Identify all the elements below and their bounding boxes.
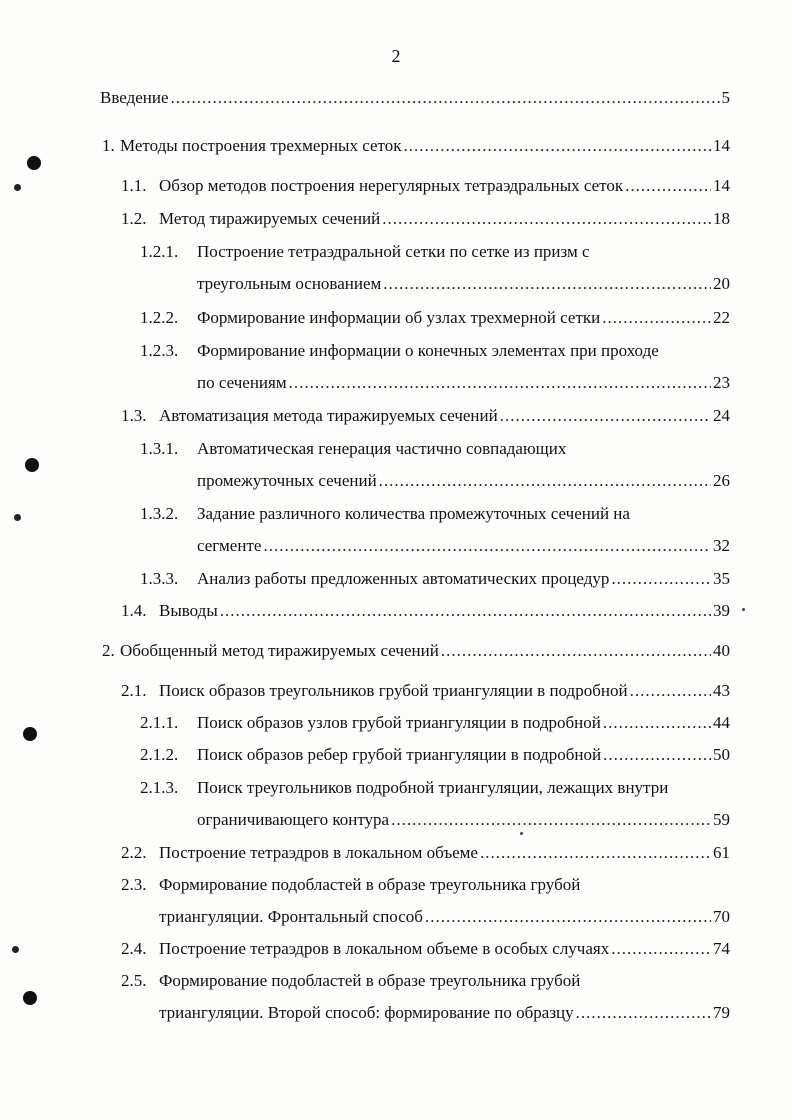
toc-entry-2-4[interactable] [121, 938, 730, 960]
toc-title: Метод тиражируемых сечений [159, 209, 381, 228]
toc-leader [603, 712, 711, 734]
toc-entry-1-2-3-line2[interactable] [197, 372, 730, 394]
toc-page: 18 [713, 209, 730, 228]
toc-leader [480, 842, 711, 864]
toc-entry-1-4[interactable] [121, 600, 730, 622]
toc-entry-2-1-1[interactable] [140, 712, 730, 734]
toc-title: Обобщенный метод тиражируемых сечений [120, 641, 439, 660]
toc-title: Формирование информации об узлах трехмерной сетки [197, 308, 601, 327]
toc-title: Поиск образов треугольников грубой триангуляции в подробной [159, 681, 628, 700]
toc-leader [576, 1002, 711, 1024]
scan-dot-2 [520, 832, 523, 835]
toc-leader [625, 175, 711, 197]
toc-entry-2-3-line1[interactable] [121, 874, 580, 896]
page-number: 2 [391, 46, 401, 66]
scan-speck-1 [14, 184, 21, 191]
punch-hole-3 [23, 727, 37, 741]
scan-dot-1 [742, 608, 745, 611]
toc-page: 44 [713, 713, 730, 732]
toc-entry-1-2-1-line1[interactable] [140, 241, 590, 263]
toc-title: Построение тетраэдров в локальном объеме в особых случаях [159, 939, 610, 958]
toc-leader [603, 744, 711, 766]
toc-page: 70 [713, 907, 730, 926]
toc-number: 2.1. [121, 681, 147, 700]
toc-title: Выводы [159, 601, 218, 620]
toc-entry-1-2[interactable] [121, 208, 730, 230]
toc-number: 2.2. [121, 843, 147, 862]
toc-number: 1.2.1. [140, 242, 179, 261]
toc-title: Построение тетраэдров в локальном объеме [159, 843, 478, 862]
toc-title: Формирование подобластей в образе треугольника грубой [159, 971, 581, 990]
toc-leader [171, 87, 720, 109]
toc-title: триангуляции. Фронтальный способ [159, 907, 423, 926]
toc-entry-2-1[interactable] [121, 680, 730, 702]
toc-title: Формирование информации о конечных элементах при проходе [197, 341, 659, 360]
toc-entry-1-3-1-line1[interactable] [140, 438, 566, 460]
scan-speck-3 [12, 946, 19, 953]
toc-entry-1-1[interactable] [121, 175, 730, 197]
toc-entry-chapter-2[interactable] [102, 640, 730, 662]
toc-entry-2-1-3-line1[interactable] [140, 777, 668, 799]
toc-title: треугольным основанием [197, 274, 382, 293]
toc-page: 24 [713, 406, 730, 425]
toc-entry-1-3-1-line2[interactable] [197, 470, 730, 492]
punch-hole-1 [27, 156, 41, 170]
toc-number: 1.3.3. [140, 569, 179, 588]
toc-number: 2.1.3. [140, 778, 179, 797]
toc-page: 43 [713, 681, 730, 700]
toc-number: 1.3. [121, 406, 147, 425]
toc-entry-chapter-1[interactable] [102, 135, 730, 157]
toc-entry-2-2[interactable] [121, 842, 730, 864]
toc-leader [611, 568, 711, 590]
toc-title: Поиск треугольников подробной триангуляции, лежащих внутри [197, 778, 669, 797]
toc-page: 5 [721, 88, 730, 107]
toc-number: 1. [102, 136, 115, 155]
toc-number: 1.3.2. [140, 504, 179, 523]
toc-title: триангуляции. Второй способ: формирование по образцу [159, 1003, 574, 1022]
toc-page: 59 [713, 810, 730, 829]
toc-entry-2-1-2[interactable] [140, 744, 730, 766]
toc-title: Обзор методов построения нерегулярных тетраэдральных сеток [159, 176, 624, 195]
toc-title: Задание различного количества промежуточных сечений на [197, 504, 630, 523]
toc-title: Введение [100, 88, 169, 107]
toc-number: 1.2.3. [140, 341, 179, 360]
toc-number: 2.1.1. [140, 713, 179, 732]
toc-entry-1-3-2-line2[interactable] [197, 535, 730, 557]
toc-title: Анализ работы предложенных автоматических процедур [197, 569, 610, 588]
toc-page: 61 [713, 843, 730, 862]
toc-entry-intro[interactable] [100, 87, 730, 109]
toc-leader [220, 600, 711, 622]
toc-leader [391, 809, 711, 831]
toc-title: по сечениям [197, 373, 287, 392]
toc-number: 2.5. [121, 971, 147, 990]
toc-entry-2-3-line2[interactable] [159, 906, 730, 928]
toc-number: 1.3.1. [140, 439, 179, 458]
toc-title: Автоматизация метода тиражируемых сечений [159, 406, 498, 425]
toc-entry-2-5-line1[interactable] [121, 970, 580, 992]
toc-leader [404, 135, 712, 157]
toc-leader [630, 680, 711, 702]
toc-leader [611, 938, 711, 960]
toc-entry-1-2-2[interactable] [140, 307, 730, 329]
toc-number: 2. [102, 641, 115, 660]
toc-title: Поиск образов ребер грубой триангуляции в подробной [197, 745, 602, 764]
toc-page: 40 [713, 641, 730, 660]
toc-number: 1.2. [121, 209, 147, 228]
toc-entry-1-3-2-line1[interactable] [140, 503, 630, 525]
toc-number: 2.3. [121, 875, 147, 894]
toc-page: 35 [713, 569, 730, 588]
toc-page: 26 [713, 471, 730, 490]
toc-title: Автоматическая генерация частично совпадающих [197, 439, 567, 458]
toc-page: 14 [713, 136, 730, 155]
toc-number: 2.1.2. [140, 745, 179, 764]
scan-speck-2 [14, 514, 21, 521]
toc-title: ограничивающего контура [197, 810, 390, 829]
toc-page: 39 [713, 601, 730, 620]
toc-entry-2-1-3-line2[interactable] [197, 809, 730, 831]
toc-leader [289, 372, 711, 394]
toc-number: 1.1. [121, 176, 147, 195]
toc-leader [602, 307, 711, 329]
punch-hole-2 [25, 458, 39, 472]
toc-page: 20 [713, 274, 730, 293]
toc-leader [379, 470, 711, 492]
toc-entry-1-3[interactable] [121, 405, 730, 427]
toc-title: Формирование подобластей в образе треугольника грубой [159, 875, 581, 894]
toc-title: Построение тетраэдральной сетки по сетке из призм с [197, 242, 590, 261]
toc-title: сегменте [197, 536, 262, 555]
toc-page: 22 [713, 308, 730, 327]
toc-leader [263, 535, 711, 557]
toc-leader [383, 273, 711, 295]
toc-leader [382, 208, 711, 230]
toc-page: 50 [713, 745, 730, 764]
punch-hole-4 [23, 991, 37, 1005]
toc-leader [425, 906, 711, 928]
toc-page: 14 [713, 176, 730, 195]
toc-leader [441, 640, 711, 662]
toc-page: 32 [713, 536, 730, 555]
toc-number: 1.4. [121, 601, 147, 620]
toc-page: 79 [713, 1003, 730, 1022]
toc-title: промежуточных сечений [197, 471, 377, 490]
toc-number: 2.4. [121, 939, 147, 958]
toc-entry-1-2-1-line2[interactable] [197, 273, 730, 295]
toc-entry-2-5-line2[interactable] [159, 1002, 730, 1024]
toc-leader [500, 405, 711, 427]
toc-number: 1.2.2. [140, 308, 179, 327]
toc-entry-1-3-3[interactable] [140, 568, 730, 590]
toc-entry-1-2-3-line1[interactable] [140, 340, 659, 362]
toc-page: 74 [713, 939, 730, 958]
toc-title: Методы построения трехмерных сеток [120, 136, 402, 155]
toc-title: Поиск образов узлов грубой триангуляции в подробной [197, 713, 601, 732]
toc-page: 23 [713, 373, 730, 392]
